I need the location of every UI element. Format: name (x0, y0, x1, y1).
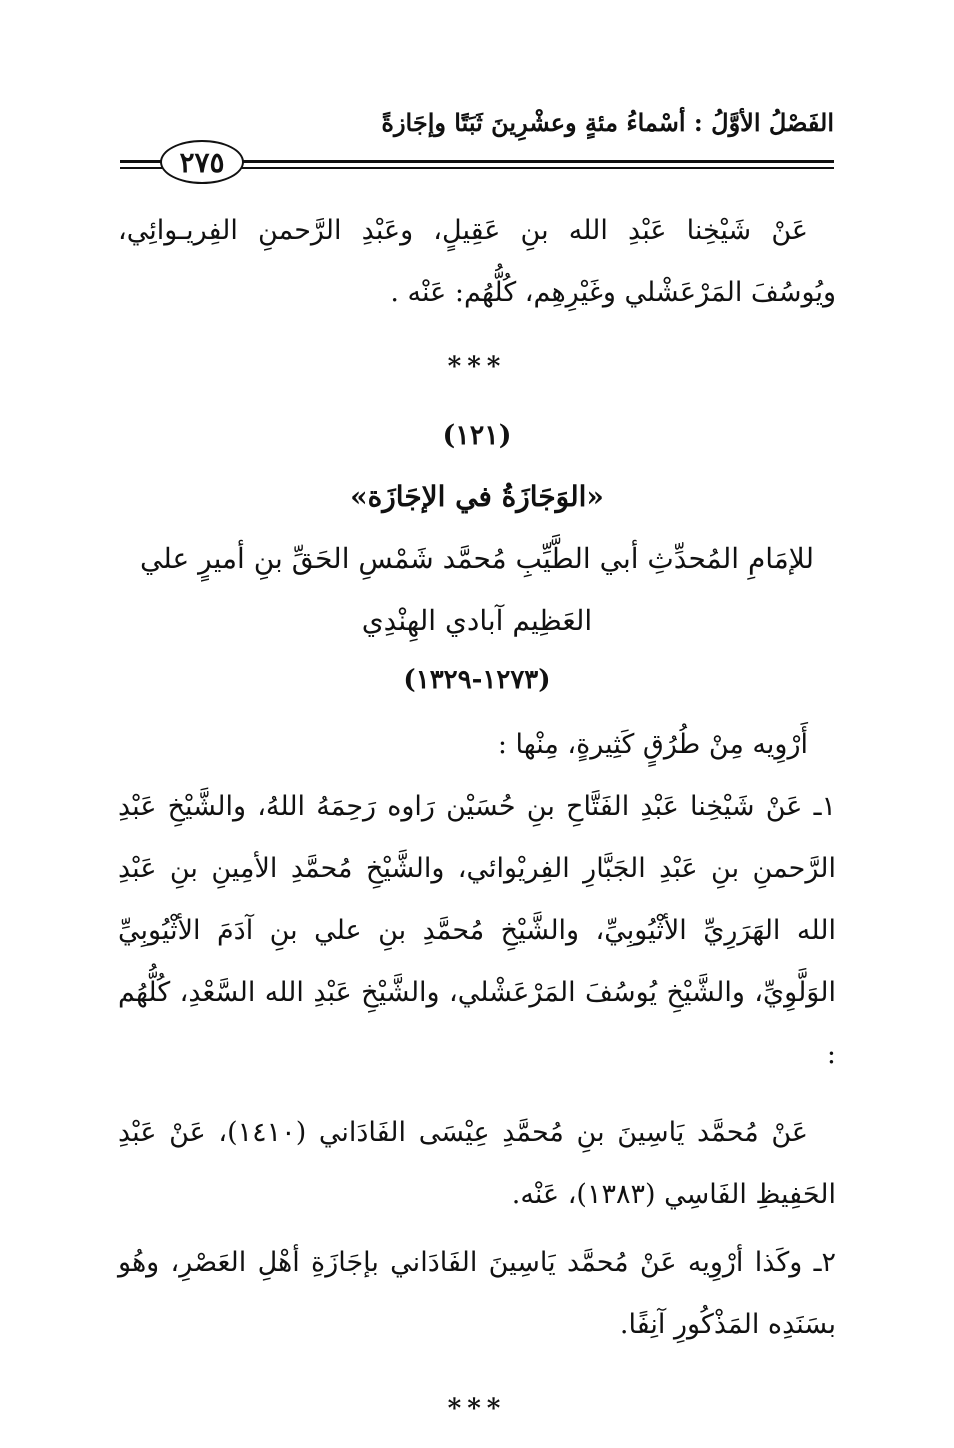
page-number: ٢٧٥ (160, 140, 244, 184)
page-body (118, 200, 836, 1448)
entry-number: (١٢١) (442, 420, 512, 451)
author-line: للإمَامِ المُحدِّثِ أبي الطَّيِّبِ مُحمَّد شَمْسِ الحَقِّ بنِ أميرٍ علي العَظِيم آبادي الهِنْدِي (139, 542, 815, 637)
chain-path-2: ٢ـ وكَذا أرْوِيه عَنْ مُحمَّد يَاسِينَ الفَادَاني بإجَازَةِ أهْلِ العَصْرِ، وهُو بسَنَدِه المَذْكُورِ آنِفًا. (118, 1247, 836, 1340)
chain-paragraph: عَنْ مُحمَّد يَاسِينَ بنِ مُحمَّدِ عِيْسَى الفَادَاني (١٤١٠)، عَنْ عَبْدِ الحَفِيظِ الفَاسِي (١٣٨٣)، عَنْه. (118, 1117, 836, 1210)
continuation-paragraph: عَنْ شَيْخِنا عَبْدِ الله بنِ عَقِيلٍ، وعَبْدِ الرَّحمنِ الفِريـوائِي، ويُوسُفَ المَرْعَشْلي وغَيْرِهِم، كُلُّهُم: عَنْه . (118, 215, 836, 308)
author-dates: (١٢٧٣-١٣٢٩) (403, 665, 551, 695)
running-title: الفَصْلُ الأوَّلُ : أسْماءُ مئةٍ وعشْرِينَ ثَبَتًا وإجَازةً (381, 108, 834, 137)
chain-path-1: ١ـ عَنْ شَيْخِنا عَبْدِ الفَتَّاحِ بنِ حُسَيْن رَاوه رَحِمَهُ اللهُ، والشَّيْخِ عَبْدِ الرَّحمنِ بنِ عَبْدِ الجَبَّارِ الفِريْوائي، والشَّيْخِ مُحمَّدِ الأمِينِ بنِ عَبْدِ الله الهَرَرِيِّ الأثْيُوبِيِّ، والشَّيْخِ مُحمَّدِ بنِ علي بنِ آدَمَ الأثْيُوبِيِّ الوَلَّوِيِّ، والشَّيْخِ يُوسُفَ المَرْعَشْلي، والشَّيْخِ عَبْدِ الله السَّعْدِ، كُلُّهُم : (118, 791, 836, 1070)
section-separator: *** (447, 352, 507, 382)
end-separator: *** (447, 1394, 507, 1424)
intro-line: أَرْوِيه مِنْ طُرُقٍ كَثِيرةٍ، مِنْها : (497, 729, 808, 760)
book-title: «الوَجَازَةُ في الإجَازَة» (350, 480, 604, 513)
